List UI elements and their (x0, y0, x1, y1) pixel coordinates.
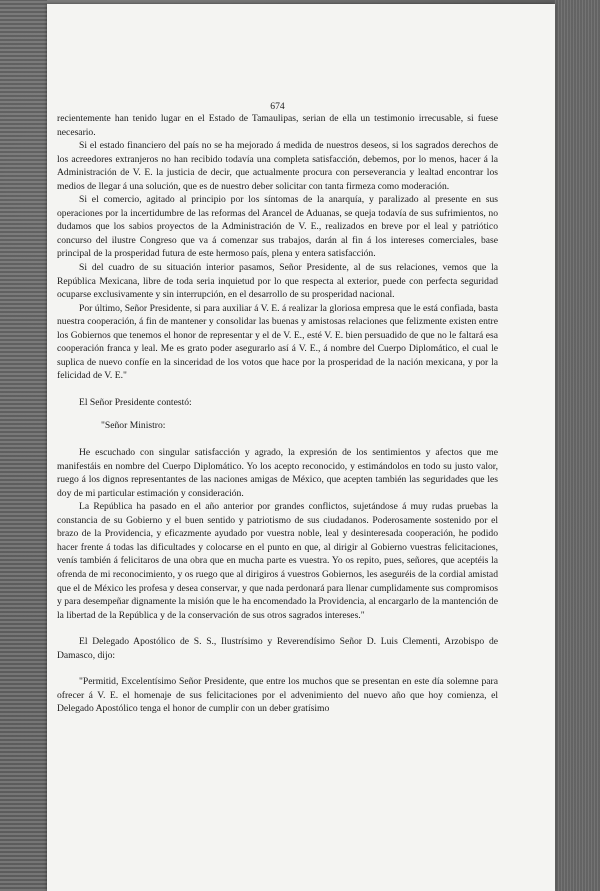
president-paragraph-2: La República ha pasado en el año anterior por grandes conflictos, sujetándose á muy rudas pruebas la constancia de su Gobierno y el buen sentido y patriotismo de sus ciudadanos. Poderosamente sostenido por el brazo de la Providencia, y eficazmente ayudado por vuestra noble, leal y desinteresada cooperación, he podido hacer frente á todas las dificultades y colocarse en el punto en que, al dirigir al Gobierno vuestras felicitaciones, venís también á felicitaros de una obra que en mucha parte es vuestra. Yo os repito, pues, señores, que aceptéis la ofrenda de mi reconocimiento, y os ruego que al dirigiros á vuestros Gobiernos, les aseguréis de la cordial amistad que el de México les profesa y desea conservar, y que nada perdonará para llenar cumplidamente sus compromisos y para desempeñar dignamente la misión que le ha encomendado la Providencia, al encargarlo de la mantención de la libertad de la República y de la conservación de sus otros sagrados intereses." (57, 501, 498, 621)
scan-edge-right (555, 0, 600, 891)
paragraph-continuation: recientemente han tenido lugar en el Estado de Tamaulipas, serian de ella un testimonio irrecusable, si fuese necesario. (57, 113, 498, 138)
paragraph-commerce: Si el comercio, agitado al principio por los síntomas de la anarquía, y paralizado al presente en sus operaciones por la incertidumbre de las reformas del Arancel de Aduanas, se queja todavía de sus sufrimientos, no dudamos que los sabios proyectos de la Administración de V. E., realizados en breve por el leal y patriótico concurso del ilustre Congreso que va á comenzar sus trabajos, darán al fin á los intereses comerciales, base principal de la prosperidad futura de este hermoso país, plena y entera satisfacción. (57, 194, 498, 260)
delegate-intro: El Delegado Apostólico de S. S., Ilustrísimo y Reverendísimo Señor D. Luis Clementi, Arzobispo de Damasco, dijo: (57, 636, 498, 661)
president-salutation: "Señor Ministro: (101, 420, 166, 432)
president-paragraph-1: He escuchado con singular satisfacción y agrado, la expresión de los sentimientos y afectos que me manifestáis en nombre del Cuerpo Diplomático. Yo los acepto reconocido, y estimándolos en todo su justo valor, ruego á los dignos representantes de las naciones amigas de México, que acepten también las seguridades que les doy de mi particular estimación y consideración. (57, 447, 498, 499)
page-number: 674 (270, 101, 285, 112)
paragraph-finances: Si el estado financiero del país no se ha mejorado á medida de nuestros deseos, si los sagrados derechos de los acreedores extranjeros no han recibido todavía una completa satisfacción, debemos, por lo menos, hacer á la Administración de V. E. la justicia de decir, que actualmente procura con perseverancia y lealtad encontrar los medios de llegar á una solución, que es de nuestro deber solicitar con tanta firmeza como moderación. (57, 140, 498, 192)
delegate-paragraph: "Permitid, Excelentísimo Señor Presidente, que entre los muchos que se presentan en este día solemne para ofrecer á V. E. el homenaje de sus felicitaciones por el advenimiento del nuevo año que hoy comienza, el Delegado Apostólico tenga el honor de cumplir con un deber gratísimo (57, 676, 498, 715)
paragraph-relations: Si del cuadro de su situación interior pasamos, Señor Presidente, al de sus relaciones, vemos que la República Mexicana, libre de toda seria inquietud por lo que respecta al exterior, puede con perfecta seguridad ocuparse exclusivamente y sin interrupción, en el desarrollo de su prosperidad nacional. (57, 262, 498, 301)
page-body (57, 112, 498, 716)
scan-edge-left (0, 0, 47, 891)
president-intro: El Señor Presidente contestó: (79, 396, 192, 408)
paragraph-cooperation: Por último, Señor Presidente, si para auxiliar á V. E. á realizar la gloriosa empresa que le está confiada, basta nuestra cooperación, á fin de mantener y consolidar las buenas y amistosas relaciones que felizmente existen entre los Gobiernos que tenemos el honor de representar y el de V. E., esté V. E. bien persuadido de que no le faltará esa cooperación franca y leal. Me es grato poder asegurarlo así á V. E., á nombre del Cuerpo Diplomático, el cual le suplica de nuevo confíe en la sinceridad de los votos que hace por la prosperidad de la nación mexicana, y por la felicidad de V. E." (57, 302, 498, 382)
